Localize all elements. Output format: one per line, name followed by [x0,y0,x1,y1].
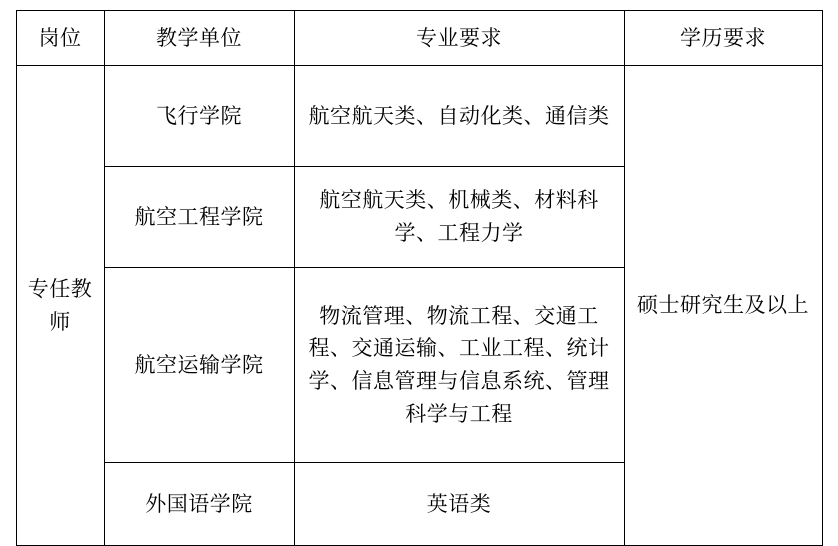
cell-degree: 硕士研究生及以上 [624,66,822,546]
table-row [16,66,822,167]
cell-unit-aero: 航空工程学院 [104,167,294,268]
column-header-unit: 教学单位 [104,11,294,66]
column-header-degree: 学历要求 [624,11,822,66]
cell-unit-flight: 飞行学院 [104,66,294,167]
cell-unit-transport: 航空运输学院 [104,268,294,463]
cell-major-foreign-language: 英语类 [294,463,624,546]
table-header-row [16,11,822,66]
cell-major-flight: 航空航天类、自动化类、通信类 [294,66,624,167]
column-header-post: 岗位 [16,11,104,66]
column-header-major: 专业要求 [294,11,624,66]
cell-major-transport: 物流管理、物流工程、交通工程、交通运输、工业工程、统计学、信息管理与信息系统、管理科学与工程 [294,268,624,463]
table-body [16,66,822,546]
requirements-table [16,10,823,546]
cell-major-aero: 航空航天类、机械类、材料科学、工程力学 [294,167,624,268]
cell-unit-foreign-language: 外国语学院 [104,463,294,546]
cell-post: 专任教师 [16,66,104,546]
table-header [16,11,822,66]
